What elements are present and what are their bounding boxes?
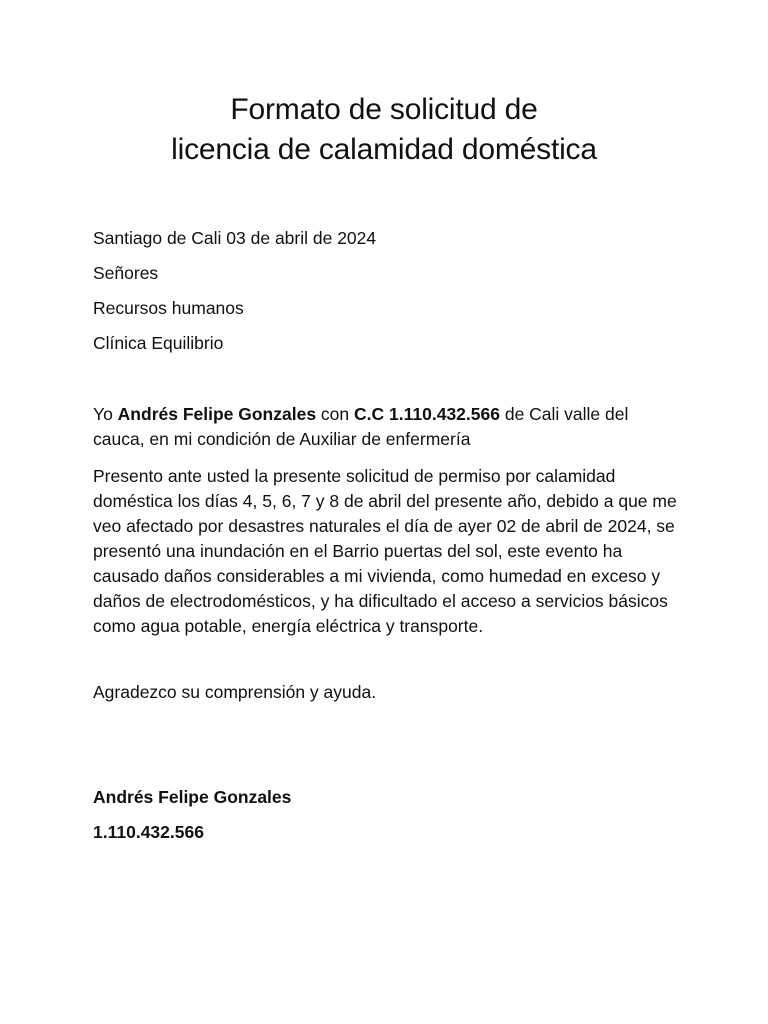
applicant-name: Andrés Felipe Gonzales [117, 404, 317, 424]
date-line: Santiago de Cali 03 de abril de 2024 [93, 228, 377, 248]
title-line-1: Formato de solicitud de [230, 93, 538, 126]
title-line-2: licencia de calamidad doméstica [171, 133, 597, 166]
recipient-organization: Clínica Equilibrio [93, 333, 224, 353]
intro-middle: con [316, 404, 355, 424]
signature-id [93, 820, 204, 845]
intro-prefix: Yo [93, 404, 118, 424]
recipient-line: Señores [93, 263, 159, 283]
applicant-id: C.C 1.110.432.566 [354, 404, 500, 424]
thanks-paragraph: Agradezco su comprensión y ayuda. [93, 682, 377, 702]
document-title [0, 90, 768, 170]
signature-id-text: 1.110.432.566 [93, 822, 204, 842]
signature-name-text: Andrés Felipe Gonzales [93, 787, 292, 807]
intro-suffix: de Cali valle del cauca, en mi condición de Auxiliar de enfermería [93, 404, 629, 449]
intro-paragraph [93, 402, 683, 452]
recipient-department: Recursos humanos [93, 298, 244, 318]
signature-name [93, 785, 291, 810]
request-paragraph: Presento ante usted la presente solicitud de permiso por calamidad doméstica los días 4, 5, 6, 7 y 8 de abril del presente año, debido a que me veo afectado por desastres naturales el día de ayer 02 de abril de 2024, se presentó una inundación en el Barrio puertas del sol, este evento ha causado daños considerables a mi vivienda, como humedad en exceso y daños de electrodomésticos, y ha dificultado el acceso a servicios básicos como agua potable, energía eléctrica y transporte. [93, 466, 677, 636]
